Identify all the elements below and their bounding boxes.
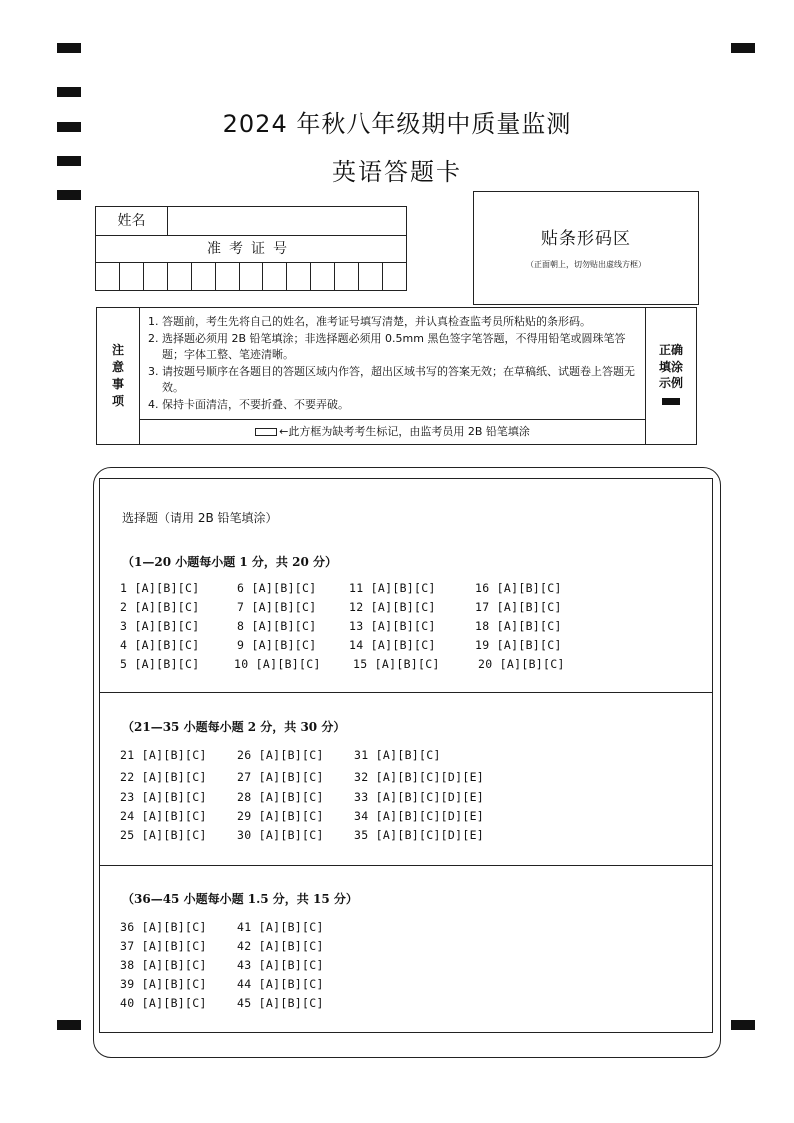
notice-label-char: 注 <box>111 343 124 357</box>
exam-id-cell[interactable] <box>216 263 240 290</box>
question-choice-row[interactable]: 33 [A][B][C][D][E] <box>354 790 485 804</box>
exam-id-cell[interactable] <box>263 263 287 290</box>
exam-id-cell[interactable] <box>311 263 335 290</box>
question-choice-row[interactable]: 20 [A][B][C] <box>478 657 565 671</box>
question-choice-row[interactable]: 38 [A][B][C] <box>120 958 207 972</box>
question-choice-row[interactable]: 22 [A][B][C] <box>120 770 207 784</box>
question-choice-row[interactable]: 15 [A][B][C] <box>353 657 440 671</box>
filled-sample-mark <box>662 398 680 405</box>
alignment-mark <box>731 43 755 53</box>
question-choice-row[interactable]: 26 [A][B][C] <box>237 748 324 762</box>
question-choice-row[interactable]: 37 [A][B][C] <box>120 939 207 953</box>
notice-label-char: 项 <box>111 394 124 408</box>
question-choice-row[interactable]: 10 [A][B][C] <box>234 657 321 671</box>
notice-item <box>148 364 639 397</box>
notice-items <box>140 308 646 420</box>
question-choice-row[interactable]: 40 [A][B][C] <box>120 996 207 1010</box>
exam-id-cell[interactable] <box>168 263 192 290</box>
question-choice-row[interactable]: 39 [A][B][C] <box>120 977 207 991</box>
notice-label-char: 事 <box>111 377 124 391</box>
question-choice-row[interactable]: 14 [A][B][C] <box>349 638 436 652</box>
notice-item-text: 选择题必须用 2B 铅笔填涂；非选择题必须用 0.5mm 黑色签字笔答题，不得用铅笔或圆珠笔答题；字体工整、笔迹清晰。 <box>162 331 626 361</box>
exam-id-cell[interactable] <box>287 263 311 290</box>
question-choice-row[interactable]: 25 [A][B][C] <box>120 828 207 842</box>
question-choice-row[interactable]: 19 [A][B][C] <box>475 638 562 652</box>
question-choice-row[interactable]: 32 [A][B][C][D][E] <box>354 770 485 784</box>
correct-fill-label-line: 填涂 <box>658 359 683 374</box>
absent-note: ←此方框为缺考考生标记，由监考员用 2B 铅笔填涂 <box>279 425 530 438</box>
notice-label <box>97 308 140 444</box>
student-info-table <box>95 206 407 291</box>
question-choice-row[interactable]: 30 [A][B][C] <box>237 828 324 842</box>
alignment-mark <box>57 43 81 53</box>
exam-id-cell[interactable] <box>120 263 144 290</box>
notice-label-char: 意 <box>111 360 124 374</box>
alignment-mark <box>57 190 81 200</box>
notice-item-text: 请按题号顺序在各题目的答题区域内作答，超出区域书写的答案无效；在草稿纸、试题卷上答题无效。 <box>162 364 635 394</box>
page-title: 2024 年秋八年级期中质量监测 <box>222 110 572 138</box>
exam-id-cell[interactable] <box>335 263 359 290</box>
notice-item-number: 3. <box>148 364 159 378</box>
notice-item-text: 答题前，考生先将自己的姓名，准考证号填写清楚，并认真检查监考员所粘贴的条形码。 <box>162 315 591 328</box>
barcode-area <box>473 191 699 305</box>
question-choice-row[interactable]: 5 [A][B][C] <box>120 657 200 671</box>
page-subtitle: 英语答题卡 <box>332 158 462 186</box>
alignment-mark <box>57 1020 81 1030</box>
correct-fill-label-line: 示例 <box>658 376 683 390</box>
question-choice-row[interactable]: 31 [A][B][C] <box>354 748 441 762</box>
question-choice-row[interactable]: 7 [A][B][C] <box>237 600 317 614</box>
section-divider <box>100 692 712 693</box>
name-label: 姓名 <box>96 207 168 235</box>
alignment-mark <box>731 1020 755 1030</box>
exam-id-cells <box>96 263 406 290</box>
name-row <box>96 207 406 236</box>
question-choice-row[interactable]: 36 [A][B][C] <box>120 920 207 934</box>
barcode-note: （正面朝上，切勿贴出虚线方框） <box>526 260 646 269</box>
exam-id-cell[interactable] <box>359 263 383 290</box>
question-choice-row[interactable]: 43 [A][B][C] <box>237 958 324 972</box>
question-choice-row[interactable]: 2 [A][B][C] <box>120 600 200 614</box>
question-choice-row[interactable]: 41 [A][B][C] <box>237 920 324 934</box>
notice-item <box>148 314 639 331</box>
question-choice-row[interactable]: 42 [A][B][C] <box>237 939 324 953</box>
notice-item-number: 2. <box>148 331 159 345</box>
question-choice-row[interactable]: 29 [A][B][C] <box>237 809 324 823</box>
question-choice-row[interactable]: 9 [A][B][C] <box>237 638 317 652</box>
exam-id-cell[interactable] <box>192 263 216 290</box>
question-choice-row[interactable]: 3 [A][B][C] <box>120 619 200 633</box>
notice-item-number: 1. <box>148 315 159 328</box>
question-choice-row[interactable]: 28 [A][B][C] <box>237 790 324 804</box>
question-choice-row[interactable]: 24 [A][B][C] <box>120 809 207 823</box>
question-choice-row[interactable]: 8 [A][B][C] <box>237 619 317 633</box>
section-divider <box>100 865 712 866</box>
question-choice-row[interactable]: 17 [A][B][C] <box>475 600 562 614</box>
notice-item-number: 4. <box>148 397 159 411</box>
notice-item <box>148 397 639 414</box>
question-choice-row[interactable]: 18 [A][B][C] <box>475 619 562 633</box>
question-choice-row[interactable]: 45 [A][B][C] <box>237 996 324 1010</box>
correct-fill-example <box>646 308 696 444</box>
question-choice-row[interactable]: 11 [A][B][C] <box>349 581 436 595</box>
exam-id-cell[interactable] <box>144 263 168 290</box>
correct-fill-label-line: 正确 <box>658 343 683 357</box>
question-choice-row[interactable]: 6 [A][B][C] <box>237 581 317 595</box>
question-choice-row[interactable]: 16 [A][B][C] <box>475 581 562 595</box>
question-choice-row[interactable]: 34 [A][B][C][D][E] <box>354 809 485 823</box>
question-choice-row[interactable]: 44 [A][B][C] <box>237 977 324 991</box>
exam-id-label: 准考证号 <box>96 236 406 263</box>
group-heading: （21—35 小题每小题 2 分，共 30 分） <box>122 720 346 734</box>
notice-box <box>96 307 697 445</box>
exam-id-cell[interactable] <box>383 263 406 290</box>
question-choice-row[interactable]: 4 [A][B][C] <box>120 638 200 652</box>
question-choice-row[interactable]: 23 [A][B][C] <box>120 790 207 804</box>
absent-mark-row <box>140 420 646 444</box>
notice-item <box>148 331 639 364</box>
group-heading: （1—20 小题每小题 1 分，共 20 分） <box>122 555 337 569</box>
section-title: 选择题（请用 2B 铅笔填涂） <box>122 511 278 525</box>
barcode-title: 贴条形码区 <box>541 229 631 249</box>
group-heading: （36—45 小题每小题 1.5 分，共 15 分） <box>122 892 358 906</box>
question-choice-row[interactable]: 27 [A][B][C] <box>237 770 324 784</box>
question-choice-row[interactable]: 21 [A][B][C] <box>120 748 207 762</box>
absent-checkbox[interactable] <box>255 428 277 436</box>
question-choice-row[interactable]: 12 [A][B][C] <box>349 600 436 614</box>
notice-item-text: 保持卡面清洁，不要折叠、不要弄破。 <box>162 397 349 411</box>
exam-id-cell[interactable] <box>96 263 120 290</box>
alignment-mark <box>57 87 81 97</box>
question-choice-row[interactable]: 13 [A][B][C] <box>349 619 436 633</box>
question-choice-row[interactable]: 35 [A][B][C][D][E] <box>354 828 485 842</box>
exam-id-cell[interactable] <box>240 263 264 290</box>
answer-area <box>99 478 713 1033</box>
question-choice-row[interactable]: 1 [A][B][C] <box>120 581 200 595</box>
